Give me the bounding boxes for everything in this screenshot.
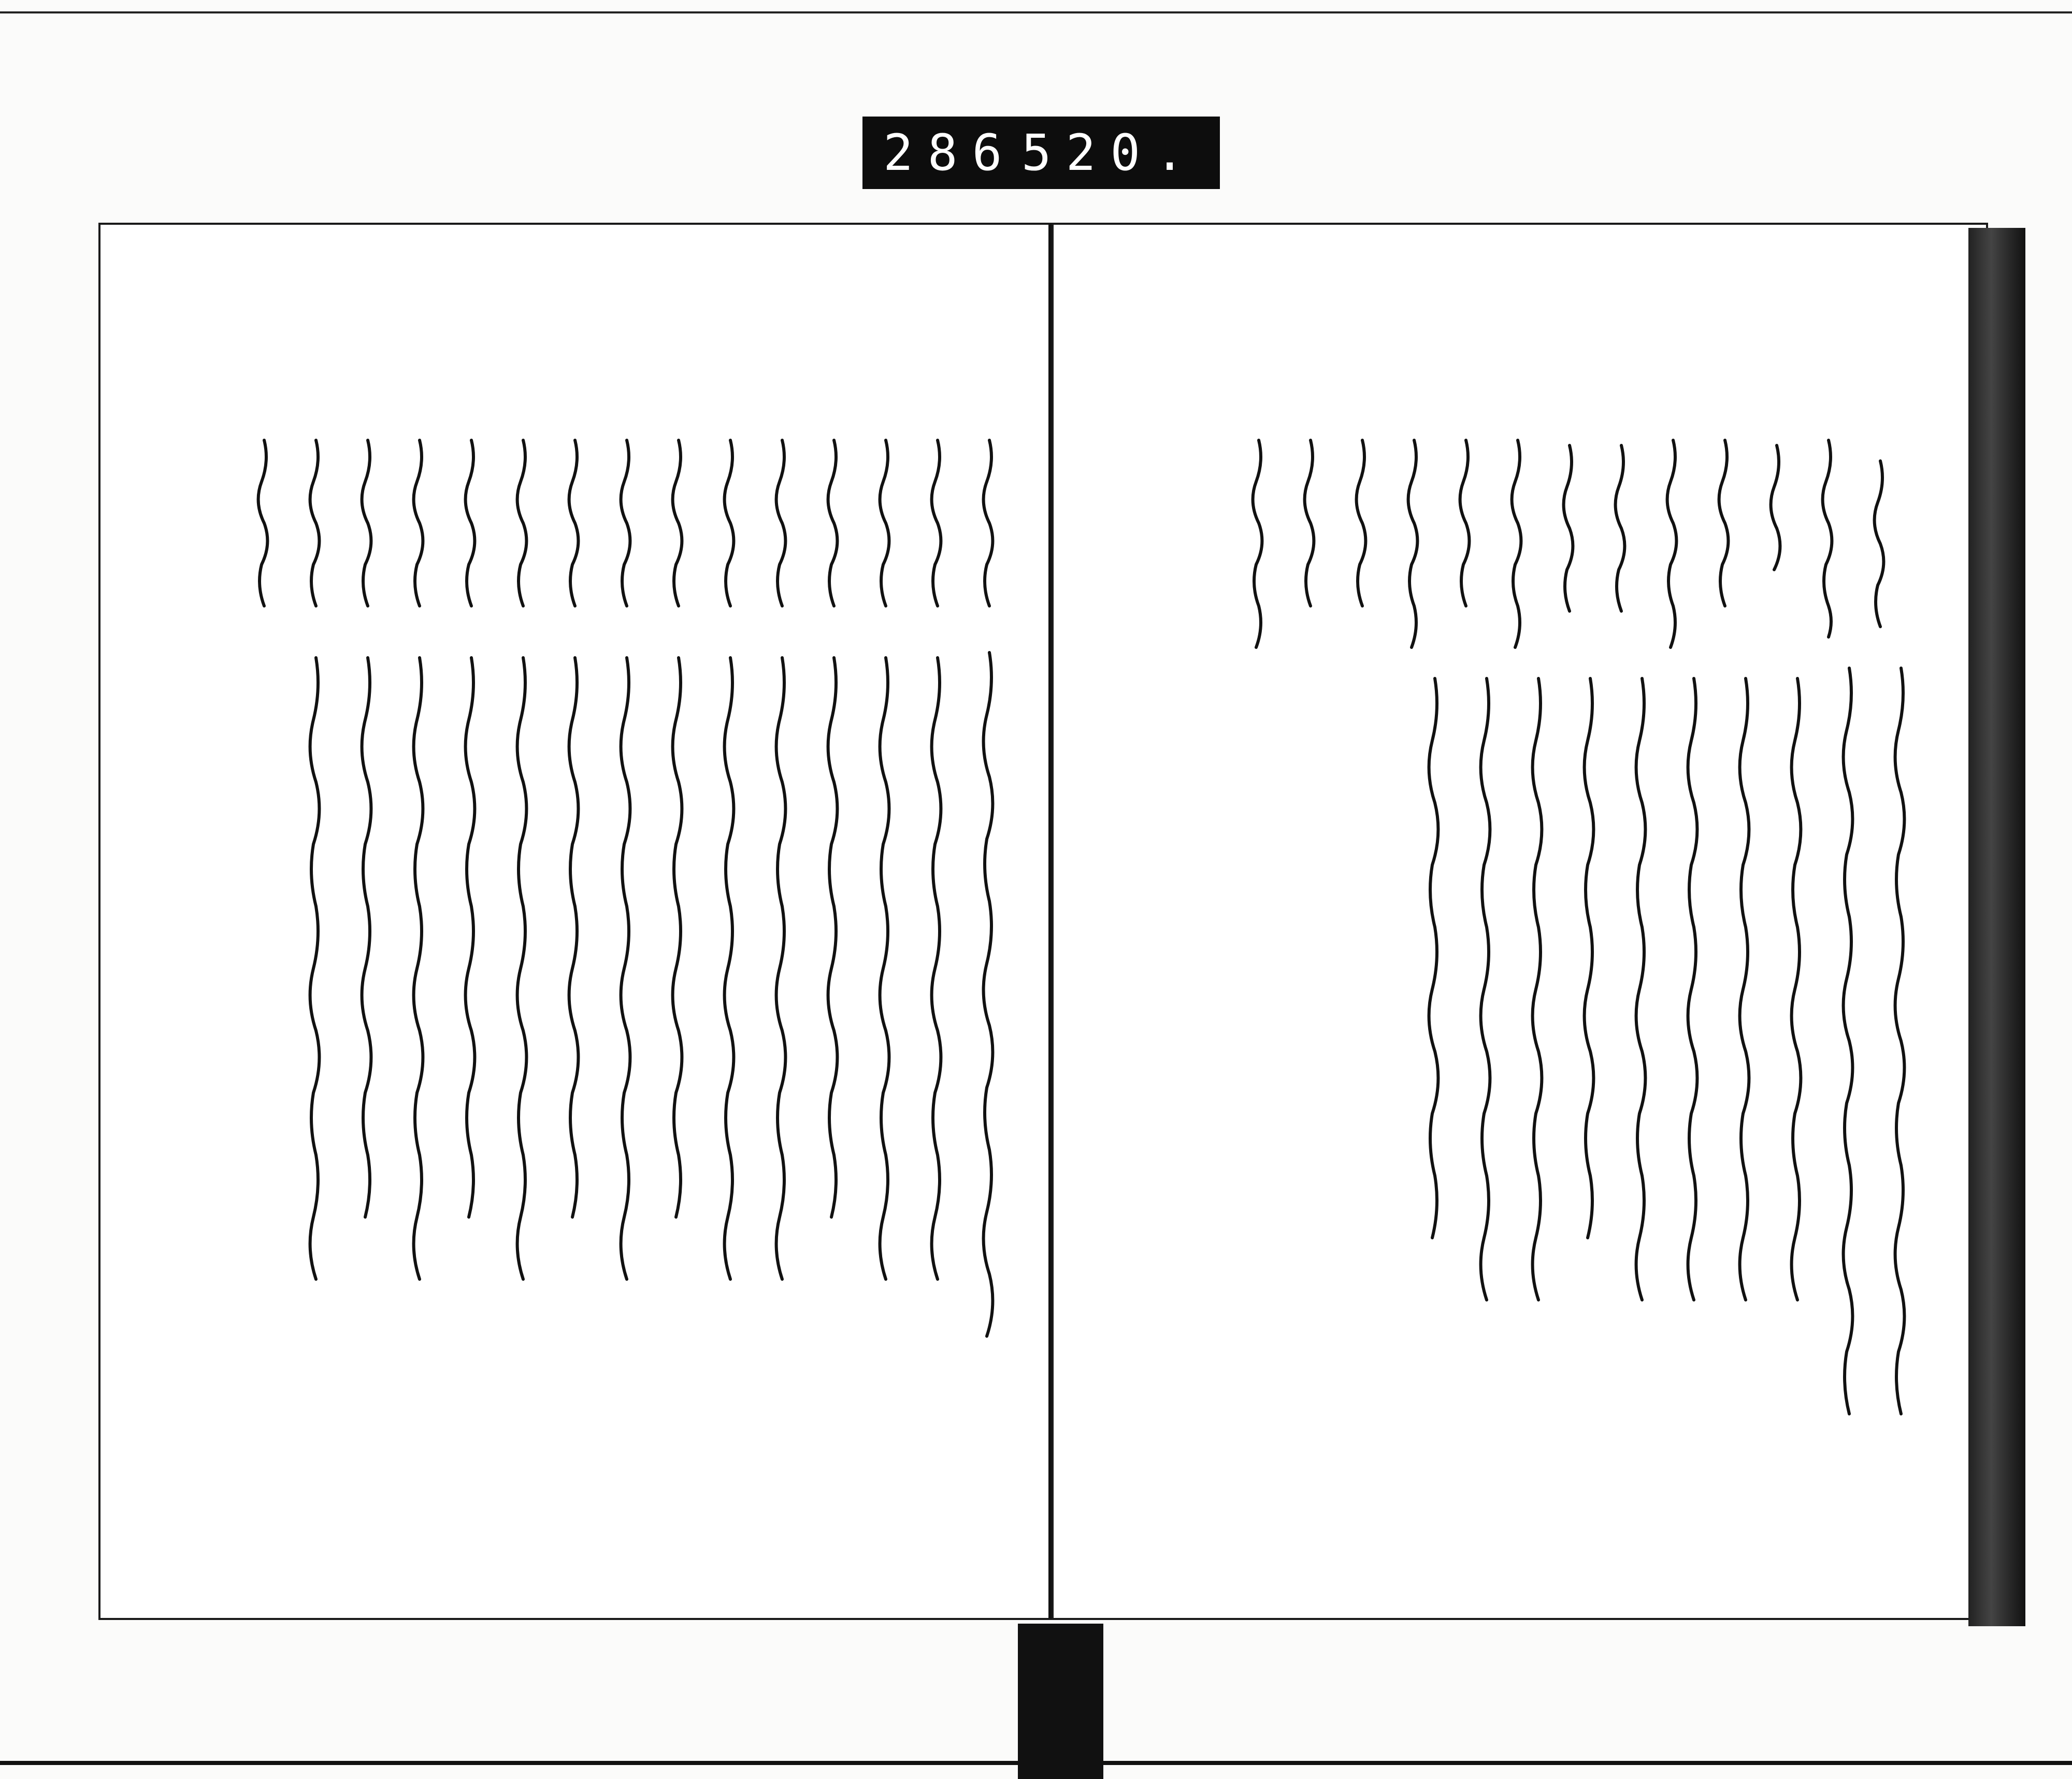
ink-column: [1408, 440, 1418, 647]
ink-column: [621, 658, 630, 1279]
label-right-number: 520.: [1021, 124, 1199, 182]
ink-column: [1429, 678, 1438, 1238]
ink-column: [1667, 440, 1677, 647]
ink-column: [569, 658, 579, 1217]
ink-column: [880, 440, 889, 606]
ink-column: [569, 440, 579, 606]
handwritten-text-right-page: [1052, 223, 1984, 1616]
ink-column: [1688, 678, 1697, 1300]
ink-column: [1357, 440, 1366, 606]
ink-column: [1792, 678, 1801, 1300]
ink-column: [517, 440, 527, 606]
ink-column: [1460, 440, 1470, 606]
ink-column: [1740, 678, 1749, 1300]
ink-column: [1719, 440, 1729, 606]
ink-column: [414, 440, 423, 606]
ink-column: [362, 440, 371, 606]
ink-column: [984, 653, 993, 1336]
catalog-label: [862, 117, 1220, 189]
ink-column: [1844, 668, 1853, 1414]
ink-column: [1823, 440, 1832, 637]
ink-column: [1875, 461, 1884, 627]
ink-column: [932, 440, 941, 606]
ink-column: [466, 658, 475, 1217]
ink-column: [932, 658, 941, 1279]
label-left-number: 286: [883, 124, 1017, 182]
ink-column: [1305, 440, 1314, 606]
ink-column: [621, 440, 630, 606]
ink-column: [1616, 445, 1625, 611]
ink-column: [776, 658, 786, 1279]
ink-column: [1895, 668, 1905, 1414]
ink-column: [673, 440, 682, 606]
ink-column: [362, 658, 371, 1217]
ink-column: [1585, 678, 1594, 1238]
ink-column: [258, 440, 268, 606]
ink-column: [1481, 678, 1490, 1300]
ink-column: [828, 440, 838, 606]
ink-column: [1636, 678, 1646, 1300]
ink-column: [1253, 440, 1262, 647]
ink-column: [1512, 440, 1521, 647]
ink-column: [776, 440, 786, 606]
ink-column: [466, 440, 475, 606]
ink-column: [310, 658, 320, 1279]
ink-column: [673, 658, 682, 1217]
ink-column: [828, 658, 838, 1217]
ink-column: [1533, 678, 1542, 1300]
handwritten-text-left-page: [98, 223, 1046, 1616]
ink-column: [725, 440, 734, 606]
ink-column: [1564, 445, 1573, 611]
ink-column: [984, 440, 993, 606]
ink-column: [414, 658, 423, 1279]
ink-column: [517, 658, 527, 1279]
ink-column: [310, 440, 320, 606]
ink-column: [880, 658, 889, 1279]
book-spine: [1018, 1624, 1103, 1779]
ink-column: [725, 658, 734, 1279]
scan-top-edge: [0, 11, 2072, 13]
ink-column: [1771, 445, 1780, 570]
